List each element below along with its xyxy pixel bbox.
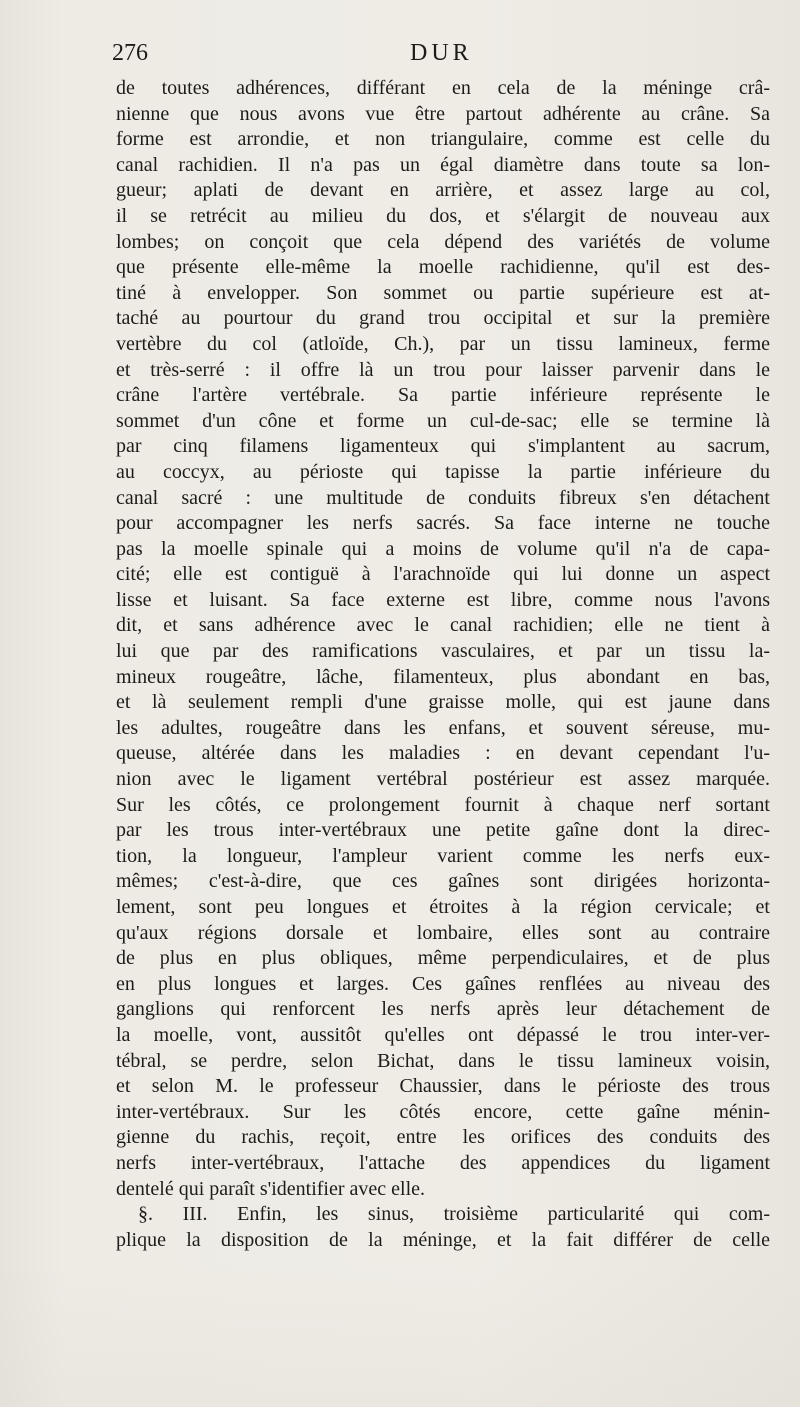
text-line: cité; elle est contiguë à l'arachnoïde qui lui donne un aspect xyxy=(116,563,770,586)
text-line: de plus en plus obliques, même perpendiculaires, et de plus xyxy=(116,947,770,970)
page-header xyxy=(112,40,772,74)
text-line: que présente elle-même la moelle rachidienne, qu'il est des- xyxy=(116,256,770,279)
text-line: ganglions qui renforcent les nerfs après leur détachement de xyxy=(116,998,770,1021)
text-line: tiné à envelopper. Son sommet ou partie supérieure est at- xyxy=(116,281,770,304)
text-line: la moelle, vont, aussitôt qu'elles ont dépassé le trou inter-ver- xyxy=(116,1023,770,1046)
text-line: canal sacré : une multitude de conduits fibreux s'en détachent xyxy=(116,486,770,509)
text-line: queuse, altérée dans les maladies : en devant cependant l'u- xyxy=(116,742,770,765)
text-line: dit, et sans adhérence avec le canal rachidien; elle ne tient à xyxy=(116,614,770,637)
running-head: DUR xyxy=(410,40,473,66)
text-line: qu'aux régions dorsale et lombaire, elles sont au contraire xyxy=(116,921,770,944)
text-line: tion, la longueur, l'ampleur varient comme les nerfs eux- xyxy=(116,844,770,867)
text-line: par cinq filamens ligamenteux qui s'implantent au sacrum, xyxy=(116,435,770,458)
text-line: lombes; on conçoit que cela dépend des variétés de volume xyxy=(116,230,770,253)
text-line: en plus longues et larges. Ces gaînes renflées au niveau des xyxy=(116,972,770,995)
text-line: inter-vertébraux. Sur les côtés encore, cette gaîne ménin- xyxy=(116,1100,770,1123)
text-line: mineux rougeâtre, lâche, filamenteux, plus abondant en bas, xyxy=(116,665,770,688)
text-line: crâne l'artère vertébrale. Sa partie inférieure représente le xyxy=(116,384,770,407)
text-line: plique la disposition de la méninge, et la fait différer de celle xyxy=(116,1228,770,1251)
text-line: de toutes adhérences, différant en cela de la méninge crâ- xyxy=(116,77,770,99)
text-line: forme est arrondie, et non triangulaire, comme est celle du xyxy=(116,128,770,151)
text-line: dentelé qui paraît s'identifier avec elle. xyxy=(116,1177,426,1200)
text-line: Sur les côtés, ce prolongement fournit à chaque nerf sortant xyxy=(116,793,770,816)
page-number: 276 xyxy=(112,40,148,66)
text-line: mêmes; c'est-à-dire, que ces gaînes sont dirigées horizonta- xyxy=(116,870,770,893)
text-line: canal rachidien. Il n'a pas un égal diamètre dans toute sa lon- xyxy=(116,153,770,176)
text-line: tébral, se perdre, selon Bichat, dans le tissu lamineux voisin, xyxy=(116,1049,770,1072)
text-line: pas la moelle spinale qui a moins de volume qu'il n'a de capa- xyxy=(116,537,770,560)
text-line: lisse et luisant. Sa face externe est libre, comme nous l'avons xyxy=(116,588,770,611)
text-line: par les trous inter-vertébraux une petite gaîne dont la direc- xyxy=(116,819,770,842)
text-line: §. III. Enfin, les sinus, troisième particularité qui com- xyxy=(138,1203,770,1226)
page-shadow xyxy=(0,1267,800,1407)
text-line: et très-serré : il offre là un trou pour laisser parvenir dans le xyxy=(116,358,770,381)
text-line: nion avec le ligament vertébral postérieur est assez marquée. xyxy=(116,768,770,791)
text-line: gueur; aplati de devant en arrière, et assez large au col, xyxy=(116,179,770,202)
text-line: lement, sont peu longues et étroites à la région cervicale; et xyxy=(116,896,770,918)
text-line: sommet d'un cône et forme un cul-de-sac; elle se termine là xyxy=(116,409,770,432)
body-text xyxy=(116,76,770,1253)
text-line: il se retrécit au milieu du dos, et s'élargit de nouveau aux xyxy=(116,204,770,227)
text-line: gienne du rachis, reçoit, entre les orifices des conduits des xyxy=(116,1126,770,1149)
text-line: taché au pourtour du grand trou occipital et sur la première xyxy=(116,307,770,330)
text-line: au coccyx, au périoste qui tapisse la partie inférieure du xyxy=(116,460,770,483)
text-line: lui que par des ramifications vasculaires, et par un tissu la- xyxy=(116,640,770,663)
text-line: nerfs inter-vertébraux, l'attache des appendices du ligament xyxy=(116,1151,770,1174)
text-line: et là seulement rempli d'une graisse molle, qui est jaune dans xyxy=(116,691,770,714)
text-line: pour accompagner les nerfs sacrés. Sa face interne ne touche xyxy=(116,512,770,535)
text-line: les adultes, rougeâtre dans les enfans, et souvent séreuse, mu- xyxy=(116,716,770,739)
text-line: nienne que nous avons vue être partout adhérente au crâne. Sa xyxy=(116,102,770,125)
text-line: vertèbre du col (atloïde, Ch.), par un tissu lamineux, ferme xyxy=(116,332,770,355)
text-line: et selon M. le professeur Chaussier, dans le périoste des trous xyxy=(116,1075,770,1098)
